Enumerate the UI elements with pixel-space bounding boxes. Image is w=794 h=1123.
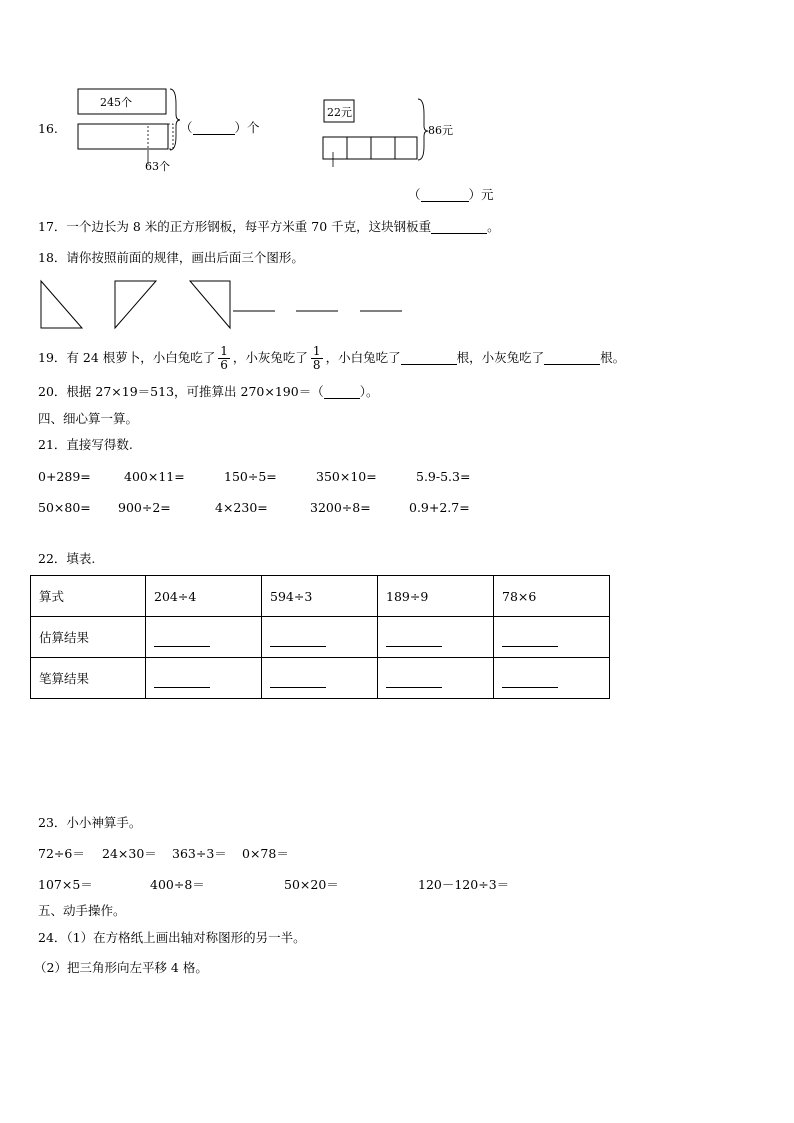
answer-blank[interactable] (386, 638, 442, 647)
q24-line2: （2）把三角形向左平移 4 格。 (34, 960, 208, 975)
q16-answer2: （ ）元 (408, 187, 494, 202)
table-header-cell: 算式 (31, 576, 146, 617)
q21-title: 21．直接写得数. (38, 437, 133, 452)
q21-item: 3200÷8= (310, 500, 371, 515)
answer-blank[interactable] (154, 679, 210, 688)
q23-item: 363÷3＝ (172, 846, 227, 861)
section-5-heading: 五、动手操作。 (38, 903, 126, 918)
q21-item: 50×80= (38, 500, 91, 515)
answer-blank[interactable] (544, 352, 600, 365)
q16-answer1: （ ）个 (180, 120, 260, 135)
q23-item: 72÷6＝ (38, 846, 85, 861)
q18-pattern (36, 278, 406, 334)
q23-item: 400÷8＝ (150, 877, 205, 892)
answer-blank[interactable] (401, 352, 457, 365)
q24-line1: 24．（1）在方格纸上画出轴对称图形的另一半。 (38, 930, 306, 945)
table-header-cell: 594÷3 (262, 576, 378, 617)
fraction-one-sixth: $\frac{1}{6}$ (220, 343, 228, 372)
q16-top-label: 245个 (100, 96, 132, 109)
section-4-heading: 四、细心算一算。 (38, 411, 139, 426)
answer-blank[interactable] (386, 679, 442, 688)
answer-blank[interactable] (421, 191, 469, 202)
q16-bottom-label: 63个 (145, 160, 170, 173)
row-label-estimate: 估算结果 (31, 617, 146, 658)
q16-number: 16. (38, 121, 58, 136)
table-cell (262, 658, 378, 699)
q16-price-box: 22元 (327, 106, 352, 119)
triangle-shape-1 (41, 281, 82, 328)
q21-item: 0.9+2.7= (409, 500, 470, 515)
q21-item: 400×11= (124, 469, 185, 484)
answer-blank[interactable] (193, 124, 235, 135)
table-cell (262, 617, 378, 658)
q21-item: 4×230= (215, 500, 268, 515)
table-row (31, 617, 610, 658)
q21-item: 0+289= (38, 469, 91, 484)
q22-title: 22．填表. (38, 551, 96, 566)
table-row (31, 658, 610, 699)
answer-blank[interactable] (502, 679, 558, 688)
fraction-one-eighth: $\frac{1}{8}$ (312, 343, 321, 372)
q21-item: 350×10= (316, 469, 377, 484)
q18-text: 18．请你按照前面的规律，画出后面三个图形。 (38, 250, 304, 265)
answer-blank[interactable] (431, 223, 487, 234)
q22-table (30, 575, 610, 699)
q16-total-label: 86元 (428, 124, 453, 137)
table-cell (494, 617, 610, 658)
q23-item: 120－120÷3＝ (418, 877, 510, 892)
table-header-cell: 204÷4 (146, 576, 262, 617)
table-header-cell: 78×6 (494, 576, 610, 617)
q16-bar-diagram (70, 84, 190, 176)
q21-item: 150÷5= (224, 469, 277, 484)
q17-text: 17．一个边长为 8 米的正方形钢板，每平方米重 70 千克，这块钢板重 。 (38, 219, 500, 234)
table-cell (378, 658, 494, 699)
q23-title: 23．小小神算手。 (38, 815, 142, 830)
answer-blank[interactable] (502, 638, 558, 647)
q20-text: 20．根据 27×19＝513，可推算出 270×190＝（ ）。 (38, 384, 379, 399)
row-label-written: 笔算结果 (31, 658, 146, 699)
answer-blank[interactable] (154, 638, 210, 647)
answer-blank[interactable] (324, 388, 360, 399)
answer-blank[interactable] (270, 679, 326, 688)
q21-item: 5.9-5.3= (416, 469, 471, 484)
q23-item: 0×78＝ (242, 846, 289, 861)
table-cell (146, 617, 262, 658)
q23-item: 24×30＝ (102, 846, 157, 861)
q21-item: 900÷2= (118, 500, 171, 515)
q23-item: 107×5＝ (38, 877, 93, 892)
table-cell (494, 658, 610, 699)
q23-item: 50×20＝ (284, 877, 339, 892)
q19-text: 19．有 24 根萝卜，小白兔吃了 $\frac{1}{6}$ ，小灰兔吃了 $\frac{1}{8}$ ，小白兔吃了 根，小灰兔吃了 根。 (38, 343, 626, 372)
table-row (31, 576, 610, 617)
table-cell (378, 617, 494, 658)
triangle-shape-3 (190, 281, 230, 328)
triangle-shape-2 (115, 281, 156, 328)
table-cell (146, 658, 262, 699)
answer-blank[interactable] (270, 638, 326, 647)
q16-price-diagram (318, 96, 468, 168)
table-header-cell: 189÷9 (378, 576, 494, 617)
